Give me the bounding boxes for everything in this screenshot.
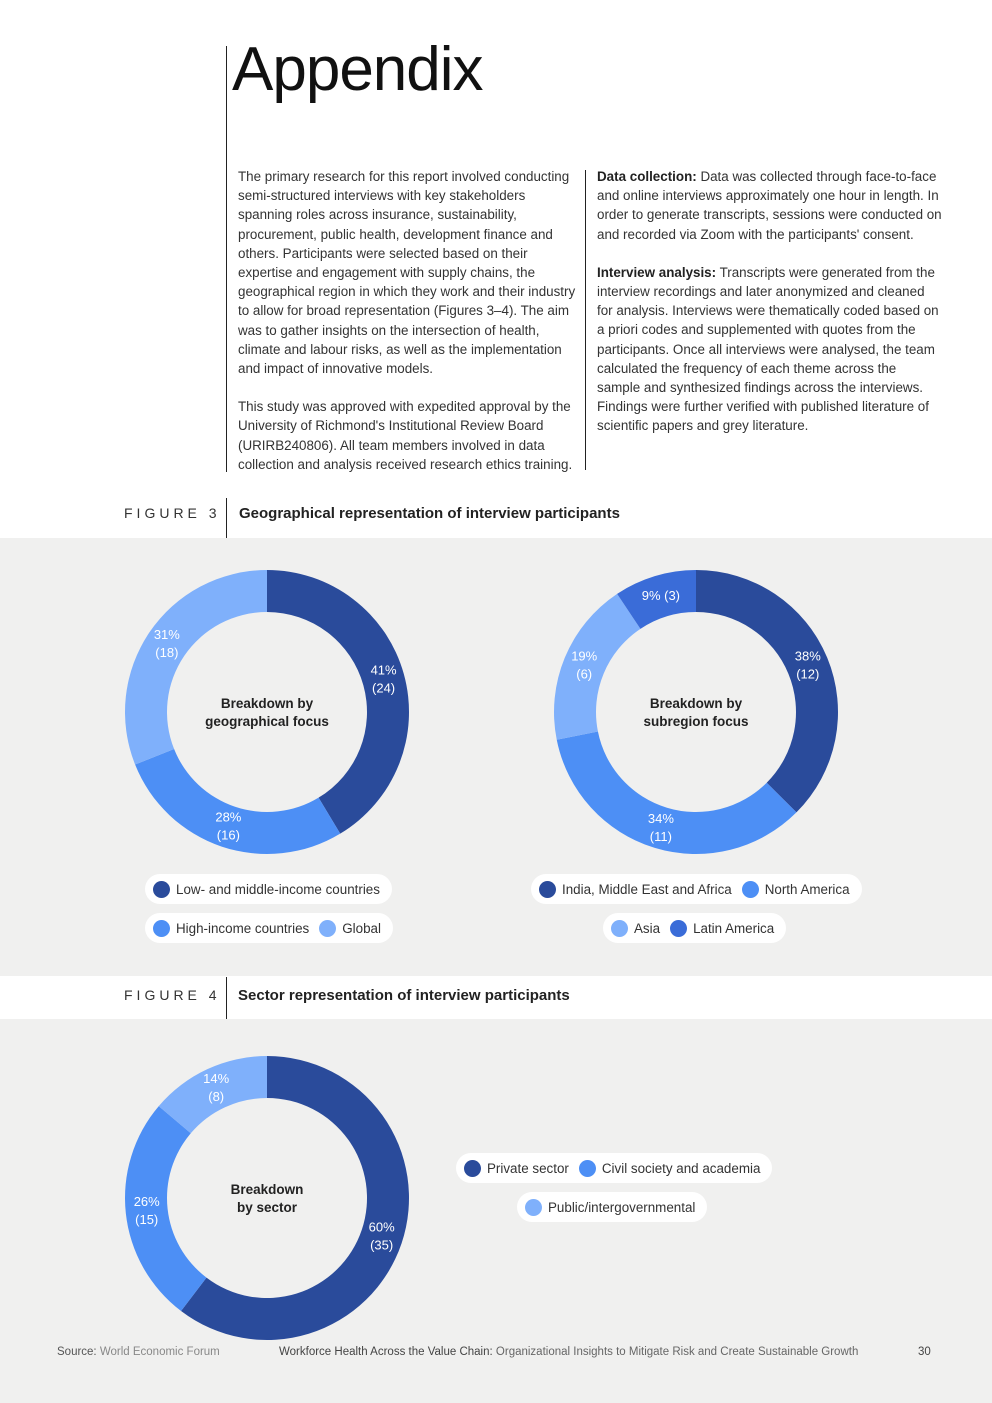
footer-report-subtitle: Organizational Insights to Mitigate Risk and Create Sustainable Growth xyxy=(492,1346,859,1358)
legend-item xyxy=(611,920,660,937)
legend-swatch xyxy=(539,881,556,898)
footer-report-title: Workforce Health Across the Value Chain: xyxy=(279,1346,493,1358)
donut-2-center-label: Breakdown by sector xyxy=(230,1182,304,1215)
legend-item xyxy=(742,881,850,898)
legend-swatch xyxy=(153,920,170,937)
interview-analysis-label: Interview analysis: xyxy=(597,264,717,280)
donut-0-slice-label-1: 28% (16) xyxy=(215,809,242,843)
data-collection-text: Data was collected through face-to-face and online interviews approximately one hour in length. In order to generate transcripts, sessions were conducted on and recorded via Zoom with the participants' consent. xyxy=(597,169,942,242)
legend-item xyxy=(670,920,774,937)
legend-sector-row-2 xyxy=(517,1192,707,1222)
donut-1-slice-1 xyxy=(557,732,797,854)
legend-label: Low- and middle-income countries xyxy=(176,881,380,897)
page-title: Appendix xyxy=(232,35,483,104)
donut-1-center-label: Breakdown by subregion focus xyxy=(643,696,749,729)
legend-swatch xyxy=(670,920,687,937)
legend-swatch xyxy=(611,920,628,937)
legend-subregion-row-2 xyxy=(603,913,786,943)
page-number: 30 xyxy=(918,1346,931,1358)
donut-1-slice-label-2: 19% (6) xyxy=(571,648,598,682)
legend-label: North America xyxy=(764,881,850,897)
legend-sector-row-1 xyxy=(456,1153,772,1183)
footer-report xyxy=(279,1346,858,1358)
legend-item xyxy=(153,881,380,898)
figure-3-title: Geographical representation of interview participants xyxy=(239,505,620,522)
legend-label: High-income countries xyxy=(176,920,310,936)
interview-analysis-text: Transcripts were generated from the interview recordings and later anonymized and cleaned for analysis. Interviews were thematically coded based on a priori codes and supplemented with quotes from the participants. Once all interviews were analysed, the team calculated the frequency of each theme across the sample and synthesized findings across the interviews. Findings were further verified with published literature of scientific papers and grey literature. xyxy=(597,264,939,434)
donut-2-slice-label-0: 60% (35) xyxy=(368,1219,395,1253)
legend-label: Public/intergovernmental xyxy=(548,1199,696,1215)
legend-item xyxy=(539,881,732,898)
legend-item xyxy=(525,1199,695,1216)
legend-item xyxy=(464,1160,569,1177)
legend-item xyxy=(579,1160,761,1177)
donut-1-slice-label-1: 34% (11) xyxy=(647,810,674,844)
legend-swatch xyxy=(525,1199,542,1216)
legend-swatch xyxy=(153,881,170,898)
legend-item xyxy=(153,920,309,937)
footer-source-text: World Economic Forum xyxy=(96,1346,220,1358)
legend-label: Private sector xyxy=(487,1160,569,1176)
donut-0-slice-label-0: 41% (24) xyxy=(370,662,397,696)
donut-0-slice-label-2: 31% (18) xyxy=(153,627,180,661)
footer-source xyxy=(57,1346,220,1358)
donut-0-center-label: Breakdown by geographical focus xyxy=(205,696,329,729)
figure-4-label: FIGURE 4 xyxy=(124,987,221,1003)
legend-label: Global xyxy=(342,920,381,936)
intro-paragraph-2: This study was approved with expedited approval by the University of Richmond's Institutional Review Board (URIRB240806). All team members involved in data collection and analysis received research ethics training. xyxy=(238,399,573,472)
data-collection-label: Data collection: xyxy=(597,169,697,184)
legend-geo-row-2 xyxy=(145,913,393,943)
legend-label: Asia xyxy=(634,920,661,936)
legend-swatch xyxy=(319,920,336,937)
legend-swatch xyxy=(464,1160,481,1177)
legend-swatch xyxy=(742,881,759,898)
intro-paragraph-1: The primary research for this report involved conducting semi-structured interviews with key stakeholders spanning roles across insurance, sustainability, procurement, public health, development finance and others. Participants were selected based on their expertise and engagement with supply chains, the geographical region in which they work and their industry to allow for broad representation (Figures 3–4). The aim was to gather insights on the intersection of health, climate and labour risks, as well as the implementation and impact of innovative models. xyxy=(238,169,576,377)
donut-1-slice-label-0: 38% (12) xyxy=(794,648,821,682)
legend-label: India, Middle East and Africa xyxy=(562,881,732,897)
donut-2-slice-label-2: 14% (8) xyxy=(203,1071,230,1105)
legend-swatch xyxy=(579,1160,596,1177)
legend-geo-row-1 xyxy=(145,874,392,904)
legend-label: Latin America xyxy=(693,920,775,936)
donut-1-slice-label-3: 9% (3) xyxy=(641,588,681,604)
footer-source-label: Source: xyxy=(57,1346,97,1358)
legend-subregion-row-1 xyxy=(531,874,862,904)
donut-1-slice-0 xyxy=(696,570,838,812)
donut-0-slice-2 xyxy=(125,570,267,765)
legend-item xyxy=(319,920,381,937)
donut-1-slice-2 xyxy=(554,594,640,740)
legend-label: Civil society and academia xyxy=(601,1160,761,1176)
figure-4-title: Sector representation of interview participants xyxy=(238,987,570,1004)
donut-2-slice-label-1: 26% (15) xyxy=(133,1194,160,1228)
figure-3-label: FIGURE 3 xyxy=(124,505,221,521)
